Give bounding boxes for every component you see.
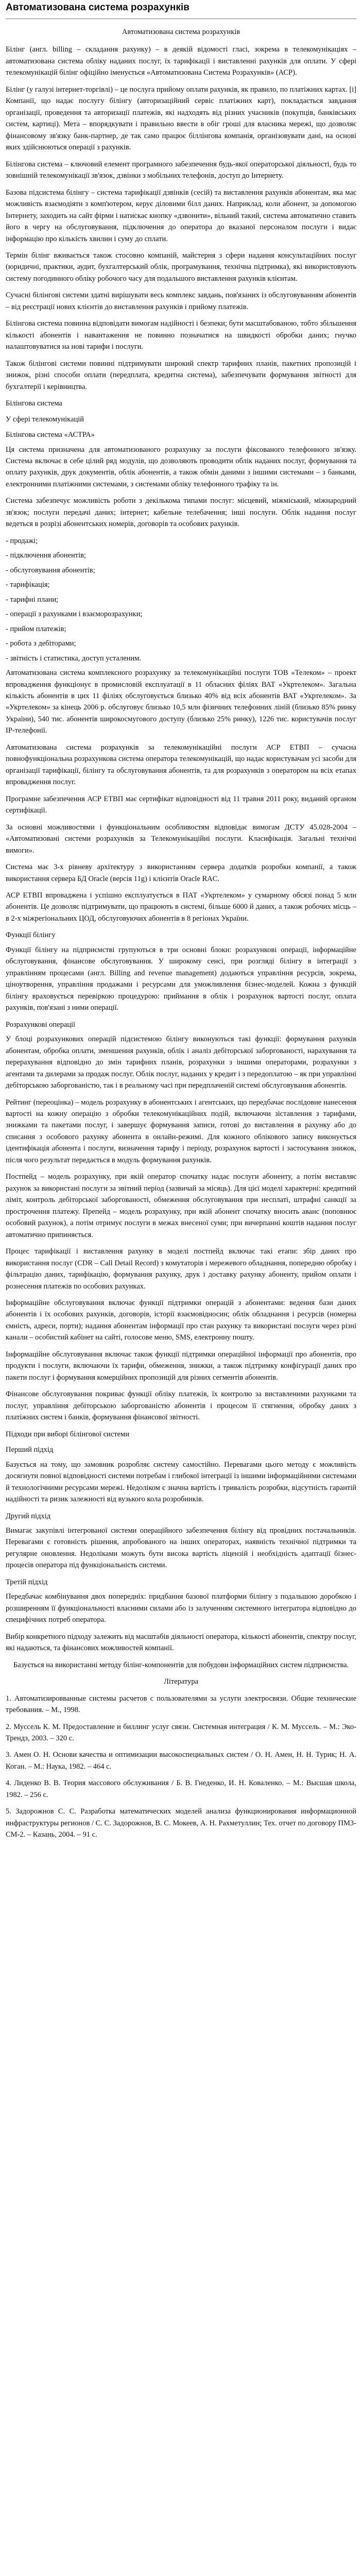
list-item: - тарифні плани; (6, 595, 59, 604)
paragraph: Сучасні білінгові системи здатні вирішувати весь комплекс завдань, пов'язаних із обслуговуванням абонентів – від реєстрації нових клієнтів до виставлення рахунків і прийому платежів. (6, 291, 356, 311)
list-item: - тарифікація; (6, 581, 50, 589)
paragraph: Вимагає закупівлі інтегрованої системи операційного забезпечення білінгу від провідних постачальників. Перевагами є готовність рішення, апробованого на інших операторах, наявність технічної підтримки та регулярне оновлення. Недоліками можуть бути висока вартість ліцензій і необхідність адаптації бізнес-процесів оператора під функціональність системи. (6, 1526, 356, 1570)
paragraph: Програмне забезпечення АСР ЕТВП має сертифікат відповідності від 11 травня 2011 року, виданий органом сертифікації. (6, 794, 356, 815)
section-heading: Білінгова система «АСТРА» (6, 431, 95, 439)
document-content (6, 44, 356, 1840)
paragraph: Система має 3-х рівневу архітектуру з використанням сервера додатків розробки компанії, а також використання сервера БД Oracle (версія 11g) і клієнтів Oracle RAC. (6, 863, 356, 883)
paragraph: Постпейд – модель розрахунку, при якій оператор спочатку надає послуги абоненту, а потім виставляє рахунок за використані послуги за звітний період (зазвичай за місяць). Для цієї моделі характерні: кредитний ліміт, контроль дебіторської заборгованості, обмеження обслуговування при несплаті, штрафні санкції за прострочення платежу. Препейд – модель розрахунку, при якій абонент спочатку вносить аванс (поповнює особовий рахунок), а потім отримує послуги в межах внесеної суми; при вичерпанні коштів надання послуг автоматично припиняється. (6, 1173, 356, 1239)
paragraph: АСР ЕТВП впроваджена і успішно експлуатується в ПАТ «Укртелеком» у сумарному обсязі понад 5 млн абонентів. Це дозволяє підтримувати, що працюють в системі, більше 6000 й даних, а також робочих місць – в 2-х міжрегіональних ЦОД, обслуговуючих абонентів в 8 регіонах України. (6, 891, 356, 923)
reference-item: 2. Муссель К. М. Предоставление и биллинг услуг связи. Системная интеграция / К. М. Муссель. – М.: Эко-Трендз, 2003. – 320 с. (6, 1722, 356, 1742)
page-title: Автоматизована система розрахунків (6, 0, 356, 19)
list-item: - прийом платежів; (6, 624, 66, 633)
paragraph: Ця система призначена для автоматизованого розрахунку за послуги фіксованого телефонного зв'язку. Система включає в себе цілий ряд модулів, що дозволяють проводити облік наданих послуг, формування та оплату рахунків, друк документів, облік абонентів, а також обмін даними з іншими системами – з банками, електронними платіжними системами, з системами обліку телефонного трафіку та ін. (6, 445, 356, 488)
reference-item: 1. Автоматизировванные системы расчетов с пользователями за услуги электросвязи. Общие технические требования. – М., 1998. (6, 1694, 356, 1715)
reference-item: 5. Задорожнов С. С. Разработка математических моделей анализа функционирования информационной инфраструктуры регионов / С. С. Задорожнов, В. С. Мокеев, А. Н. Рахметуллин; Тех. отчет по договору ПМ3-СМ-2. – Казань, 2004. – 91 с. (6, 1807, 356, 1839)
document-body (6, 26, 356, 1841)
section-heading: Розрахункові операції (6, 1020, 76, 1029)
paragraph: Система забезпечує можливість роботи з декількома типами послуг: місцевий, міжміський, міжнародний зв'язок; послуги передачі даних; інтернет; кабельне телебачення; інші послуги. Облік надання послуг ведеться в розрізі абонентських номерів, договорів та особових рахунків. (6, 497, 356, 529)
document-subtitle: Автоматизована система розрахунків (122, 28, 240, 36)
paragraph: Передбачає комбінування двох попередніх: придбання базової платформи білінгу з подальшою доробкою і розширенням її функціональності власними силами або із залученням системного інтегратора відповідно до специфічних потреб оператора. (6, 1592, 356, 1624)
section-heading: Білінгова система (6, 399, 62, 408)
paragraph: Інформаційне обслуговування включає функції підтримки операцій з абонентами: ведення бази даних абонентів і їх особових рахунків, договорів, історії взаємовідносин; облік обладнання і ресурсів (номерна ємність, адреси, порти); надання абонентам інформації про стан рахунку та використані послуги через різні канали – особистий кабінет на сайті, голосове меню, SMS, електронну пошту. (6, 1299, 356, 1342)
paragraph: Фінансове обслуговування покриває функції обліку платежів, їх контролю за виставленими рахунками та послуг, управління дебіторською заборгованістю абонентів і процесом її стягнення, обробку даних з платіжних систем і банків, формування фінансової звітності. (6, 1390, 356, 1422)
section-heading: Третій підхід (6, 1578, 48, 1586)
centered-line: Базується на використанні методу білінг-компонентів для побудови інформаційних систем підприємства. (13, 1660, 349, 1669)
paragraph: Термін білінг вживається також стосовно компаній, майстерня з сфери надання консультаційних послуг (юридичні, практики, аудит, бухгалтерський облік, програмування, технічна підтримка), які використовують систему погодинного обліку робочого часу для подальшого виставлення рахунків клієнтам. (6, 251, 356, 283)
list-item: - операції з рахунками і взаєморозрахунки; (6, 610, 143, 619)
list-item: - обслуговування абонентів; (6, 566, 95, 574)
list-item: - підключення абонентів; (6, 551, 86, 560)
paragraph: Автоматизована система розрахунків за телекомунікаційні послуги АСР ЕТВП – сучасна повнофункціональна розрахункова система оператора телекомунікацій, що надає користувачам усі засоби для організації тарифікації, білінгу та обслуговування абонентів, та для розрахунків з оператором на всіх етапах впровадження послуг. (6, 743, 356, 787)
paragraph: Білінг (у галузі інтернет-торгівлі) – це послуга прийому оплати рахунків, як правило, по платіжних картах. [і] Компанії, що надає послугу білінгу (авторизаційний сервіс платіжних карт), покладається завдання організації, проведення та авторизації платежів, які надходять від різних учасників (покупців, банківських систем, картиці). Мета – впорядкувати і правильно ввести в обіг гроші для власника мережі, що дозволяє фінансовому зв'язку банк-партнер, де так само працює біллінгова компанія, організовувати дані, на основі яких здійснюються операції з рахунків. (6, 85, 356, 152)
reference-item: 4. Лиденко В. В. Теория массового обслуживания / Б. В. Гнеденко, И. Н. Коваленко. – М.: Высшая школа, 1982. – 256 с. (6, 1779, 356, 1799)
list-item: - продажі; (6, 536, 38, 545)
paragraph: Також білінгові системи повинні підтримувати широкий спектр тарифних планів, пакетних пропозицій і знижок, різні способи оплати (передплата, кредитна система), забезпечувати формування звітності для бухгалтерії і керівництва. (6, 359, 356, 391)
paragraph: Функції білінгу на підприємстві групуються в три основні блоки: розрахункові операції, інформаційне обслуговування, фінансове обслуговування. У широкому сенсі, при розгляді білінгу в інтеграції з управлінням процесами (англ. Billing and revenue management) додаються управління ресурсів, зокрема, ціноутворення, управління продажами і ресурсами для уможливлення бізнес-моделей. Кожна з функцій білінгу враховується перевіркою процедурою: приймання в облік і розрахунок вартості послуг, оплата рахунків, пов'язані з ними операції. (6, 945, 356, 1012)
paragraph: Рейтинг (переоцінка) – модель розрахунку в абонентських і агентських, що передбачає послідовне нанесення вартості на кожну операцію з обробки телекомунікаційних подій, включаючи зіставлення з тарифами, знижками та пакетами послуг, і завершує формування записи, готові до виставлення в рахунку або до списання з особового рахунку абонента в онлайн-режимі. Для кожного облікового запису виконується ідентифікація абонента і послуги, визначення тарифу і періоду, розрахунок вартості і застосування знижок, після чого результат передається в модуль формування рахунків. (6, 1098, 356, 1164)
section-heading: Перший підхід (6, 1446, 54, 1454)
paragraph: Автоматизована система комплексного розрахунку за телекомунікаційні послуги ТОВ «Телеком» – проект впровадження функціонує в промисловій експлуатації в 11 обласних філіях ВАТ «Укртелеком». Загальна кількість абонентів в цих 11 філіях обслуговується близько 40% від всіх абонентів ВАТ «Укртелеком». За «Укртелеком» за кінець 2006 р. обслуговує близько 10,5 млн фізичних телефонних ліній (близько 85% ринку України), 540 тис. абонентів широкосмугового доступу (близько 25% ринку), 1226 тис. користувачів послуг IP-телефонії. (6, 669, 356, 735)
section-heading: У сфері телекомунікацій (6, 415, 84, 423)
section-heading: Підходи при виборі білінгової системи (6, 1430, 129, 1438)
paragraph: Процес тарифікації і виставлення рахунку в моделі постпейд включає такі етапи: збір даних про використання послуг (CDR – Call Detail Record) з комутаторів і мережевого обладнання, попередню обробку і фільтрацію даних, тарифікацію, формування рахунку, друк і доставку рахунку абоненту, прийом оплати і рознесення платежів по особових рахунках. (6, 1247, 356, 1291)
paragraph: Базується на тому, що замовник розробляє систему самостійно. Перевагами цього методу є можливість досягнути повної відповідності системи потребам і глибокої інтеграції із іншими інформаційними системами й технологічними ресурсами мережі. Недоліком є значна вартість і тривалість розробки, відсутність гарантій надійності та ризик залежності від вузького кола розробників. (6, 1460, 356, 1504)
section-heading: Функції білінгу (6, 931, 56, 940)
paragraph: За основні можливостями і функціональним особливостям відповідає вимогам ДСТУ 45.028-2004 – «Автоматизовані системи розрахунків за Телекомунікаційні послуги. Класифікація. Загальні технічні вимоги». (6, 823, 356, 855)
centered-line: Література (163, 1677, 199, 1686)
list-item: - робота з дебіторами; (6, 639, 76, 648)
reference-item: 3. Амен О. Н. Основи качества и оптимизации высокоспециальных систем / О. Н. Амен, Н. Н. Турик; Н. А. Коган. – М.: Наука, 1982. – 464 с. (6, 1751, 356, 1771)
section-heading: Другий підхід (6, 1512, 51, 1520)
paragraph: Інформаційне обслуговування включає також функції підтримки операційної інформації про абонентів, про продукти і послуги, включаючи їх тарифи, обмеження, знижки, а також підтримку конфігурації даних про пакети послуг і формування комерційних пропозицій для різних сегментів абонентів. (6, 1350, 356, 1382)
paragraph: Білінгова система повинна відповідати вимогам надійності і безпеки; бути масштабованою, тобто збільшення кількості абонентів і навантаження не повинно позначатися на швидкості обробки даних; гнучко налаштовуватися на нові тарифи і послуги. (6, 319, 356, 351)
paragraph: Білінг (англ. billing – складання рахунку) – в деякій відомості гласі, зокрема в телекомунікаціях – автоматизована система обліку наданих послуг, їх тарифікації і виставленні рахунків для оплати. У сфері телекомунікацій білінг офіційно іменується «Автоматизована Система Розрахунків» (АСР). (6, 45, 356, 77)
paragraph: Базова підсистема білінгу – система тарифікації дзвінків (сесій) та виставлення рахунків абонентам, яка має можливість взаємодіяти з комп'ютером, керує діловими білл даних. Наприклад, коли абонент, за допомогою Інтернету, заходить на сайт фірми і натискає кнопку «дзвонити», вільний такий, система автоматично ставить його в чергу на обслуговування, підключення до оператора до вказаної персоналом послуги і видає інформацію про кількість хвилин і суму до сплати. (6, 188, 356, 243)
list-item: - звітність і статистика, доступ усталеним. (6, 654, 141, 663)
paragraph: Білінгова система – ключовий елемент програмного забезпечення будь-якої операторської діяльності, будь то зовнішній телекомунікації зв'язок, дзвінки з мобільних телефонів, доступ до Інтернету. (6, 160, 356, 180)
paragraph: Вибір конкретного підходу залежить від масштабів діяльності оператора, кількості абонентів, спектру послуг, які надаються, та фінансових можливостей компанії. (6, 1632, 356, 1653)
paragraph: У блоці розрахункових операцій підсистемою білінгу виконуються такі функції: формування рахунків абонентам, обробка оплати, зменшення рахунків, облік і аналіз дебіторської заборгованості, нарахування та перерахування відповідно до змін тарифних планів, розрахунки з іншими операторами, розрахунки з агентами та дилерами за продаж послуг. Облік послуг, наданих у кредит і з передоплатою – як при управлінні дебіторською заборгованістю, так і в реальному часі при передплаченій системі обслуговування абонентів. (6, 1035, 356, 1090)
